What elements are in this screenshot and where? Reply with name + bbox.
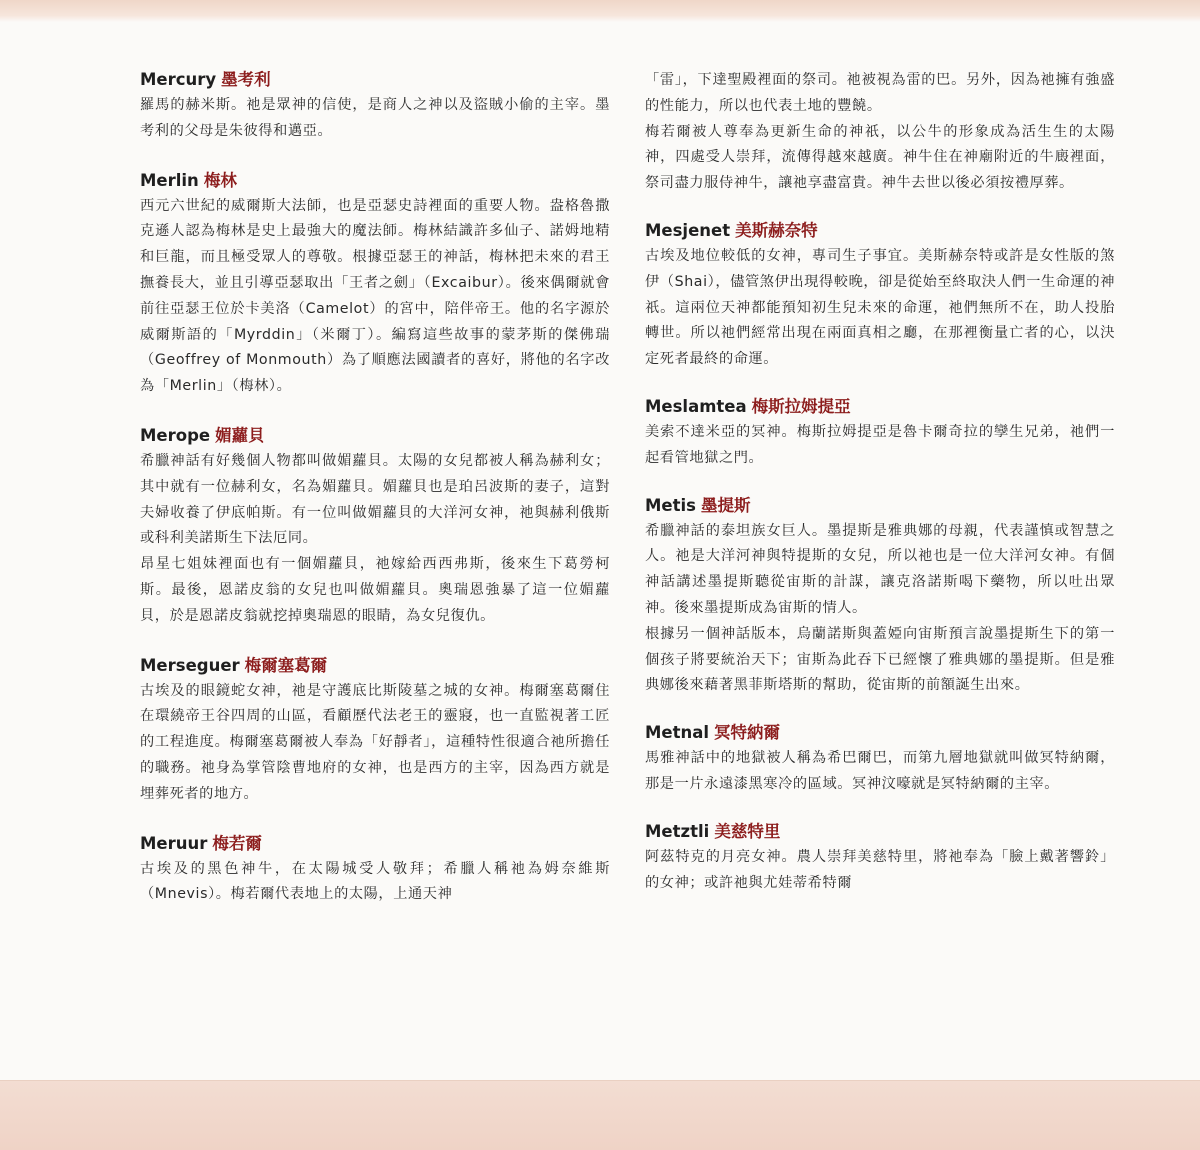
entry-heading <box>140 654 610 678</box>
entry-paragraph: 馬雅神話中的地獄被人稱為希巴爾巴，而第九層地獄就叫做冥特納爾，那是一片永遠漆黑寒冷的區域。冥神汶嚎就是冥特納爾的主宰。 <box>645 750 1115 792</box>
entry-heading <box>645 494 1115 518</box>
entry-heading <box>140 832 610 856</box>
entry-merlin <box>140 169 610 400</box>
entry-paragraph: 古埃及的黑色神牛，在太陽城受人敬拜；希臘人稱祂為姆奈維斯（Mnevis）。梅若爾代表地上的太陽，上通天神 <box>140 860 610 903</box>
entry-term-en: Meruur <box>140 833 208 853</box>
entry-paragraph: 昂星七姐妹裡面也有一個媚蘿貝，祂嫁給西西弗斯，後來生下葛勞柯斯。最後，恩諾皮翁的女兒也叫做媚蘿貝。奧瑞恩強暴了這一位媚蘿貝，於是恩諾皮翁就挖掉奧瑞恩的眼睛，為女兒復仇。 <box>140 556 610 624</box>
entry-term-zh: 冥特納爾 <box>714 723 781 743</box>
entry-paragraph: 希臘神話有好幾個人物都叫做媚蘿貝。太陽的女兒都被人稱為赫利女；其中就有一位赫利女，名為媚蘿貝。媚蘿貝也是珀呂波斯的妻子，這對夫婦收養了伊底帕斯。有一位叫做媚蘿貝的大洋河女神，祂與赫利俄斯或科利美諾斯生下法厄同。 <box>140 452 610 547</box>
entry-term-en: Meslamtea <box>645 396 747 416</box>
entry-term-en: Merope <box>140 425 211 445</box>
entry-term-zh: 媚蘿貝 <box>215 425 265 445</box>
entry-meruur-continued <box>645 68 1115 197</box>
entry-heading <box>645 219 1115 243</box>
entry-term-en: Merlin <box>140 170 199 190</box>
entry-mercury <box>140 68 610 145</box>
entry-term-zh: 梅斯拉姆提亞 <box>751 396 851 416</box>
entry-term-zh: 墨考利 <box>221 70 271 89</box>
entry-merseguer <box>140 654 610 808</box>
entry-term-en: Metztli <box>645 821 710 841</box>
entry-heading <box>140 424 610 448</box>
entry-paragraph: 古埃及的眼鏡蛇女神，祂是守護底比斯陵墓之城的女神。梅爾塞葛爾住在環繞帝王谷四周的山區，看顧歷代法老王的靈寢，也一直監視著工匠的工程進度。梅爾塞葛爾被人奉為「好靜者」，這種特性很適合祂所擔任的職務。祂身為掌管陰曹地府的女神，也是西方的主宰，因為西方就是埋葬死者的地方。 <box>140 682 610 802</box>
entry-paragraph: 根據另一個神話版本，烏蘭諾斯與蓋婭向宙斯預言說墨提斯生下的第一個孩子將要統治天下；宙斯為此吞下已經懷了雅典娜的墨提斯。但是雅典娜後來藉著黑菲斯塔斯的幫助，從宙斯的前額誕生出來。 <box>645 625 1115 694</box>
entry-heading <box>645 395 1115 419</box>
entry-heading <box>140 68 610 92</box>
entry-paragraph: 梅若爾被人尊奉為更新生命的神祇，以公牛的形象成為活生生的太陽神，四處受人崇拜，流傳得越來越廣。神牛住在神廟附近的牛廄裡面，祭司盡力服侍神牛，讓祂享盡富貴。神牛去世以後必須按禮厚葬。 <box>645 123 1115 192</box>
left-column <box>140 68 610 932</box>
entry-term-en: Mercury <box>140 70 217 89</box>
entry-term-zh: 梅林 <box>203 170 237 190</box>
entry-term-en: Metis <box>645 495 696 515</box>
entry-paragraph: 希臘神話的泰坦族女巨人。墨提斯是雅典娜的母親，代表謹慎或智慧之人。祂是大洋河神與特提斯的女兒，所以祂也是一位大洋河女神。有個神話講述墨提斯聽從宙斯的計謀，讓克洛諾斯喝下藥物，所以吐出眾神。後來墨提斯成為宙斯的情人。 <box>645 522 1115 616</box>
entry-term-zh: 美慈特里 <box>714 821 781 841</box>
entry-metis <box>645 494 1115 700</box>
entry-paragraph: 「雷」，下達聖殿裡面的祭司。祂被視為雷的巴。另外，因為祂擁有強盛的性能力，所以也代表土地的豐饒。 <box>645 72 1115 114</box>
entry-term-zh: 墨提斯 <box>700 495 751 515</box>
entry-term-en: Mesjenet <box>645 220 731 240</box>
entry-heading <box>645 820 1115 844</box>
entry-term-en: Merseguer <box>140 655 240 675</box>
entry-metnal <box>645 721 1115 798</box>
entry-meruur <box>140 832 610 909</box>
right-column <box>645 68 1115 918</box>
entry-paragraph: 古埃及地位較低的女神，專司生子事宜。美斯赫奈特或許是女性版的煞伊（Shai），儘管煞伊出現得較晚，卻是從始至終取決人們一生命運的神祇。這兩位天神都能預知初生兒未來的命運，祂們無所不在，助人投胎轉世。所以祂們經常出現在兩面真相之廳，在那裡衡量亡者的心，以決定死者最終的命運。 <box>645 247 1115 368</box>
entry-term-zh: 梅爾塞葛爾 <box>244 655 328 675</box>
entry-heading <box>140 169 610 193</box>
entry-term-en: Metnal <box>645 723 710 743</box>
entry-mesjenet <box>645 219 1115 373</box>
entry-heading <box>645 721 1115 745</box>
bottom-margin-band <box>0 1080 1200 1150</box>
entry-metztli <box>645 820 1115 897</box>
entry-paragraph: 西元六世紀的威爾斯大法師，也是亞瑟史詩裡面的重要人物。盎格魯撒克遜人認為梅林是史上最強大的魔法師。梅林結識許多仙子、諾姆地精和巨龍，而且極受眾人的尊敬。根據亞瑟王的神話，梅林把未來的君王撫養長大，並且引導亞瑟取出「王者之劍」（Excaibur）。後來偶爾就會前往亞瑟王位於卡美洛（Camelot）的宮中，陪伴帝王。他的名字源於威爾斯語的「Myrddin」（米爾丁）。編寫這些故事的蒙茅斯的傑佛瑞（Geoffrey of Monmouth）為了順應法國讀者的喜好，將他的名字改為「Merlin」（梅林）。 <box>140 197 610 395</box>
entry-term-zh: 美斯赫奈特 <box>735 220 818 240</box>
entry-paragraph: 美索不達米亞的冥神。梅斯拉姆提亞是魯卡爾奇拉的孿生兄弟，祂們一起看管地獄之門。 <box>645 423 1115 466</box>
entry-paragraph: 羅馬的赫米斯。祂是眾神的信使，是商人之神以及盜賊小偷的主宰。墨考利的父母是朱彼得和邁亞。 <box>140 97 610 139</box>
entry-paragraph: 阿茲特克的月亮女神。農人崇拜美慈特里，將祂奉為「臉上戴著響鈴」的女神；或許祂與尤娃蒂希特爾 <box>645 848 1115 891</box>
entry-meslamtea <box>645 395 1115 472</box>
entry-merope <box>140 424 610 630</box>
entry-term-zh: 梅若爾 <box>212 833 262 853</box>
